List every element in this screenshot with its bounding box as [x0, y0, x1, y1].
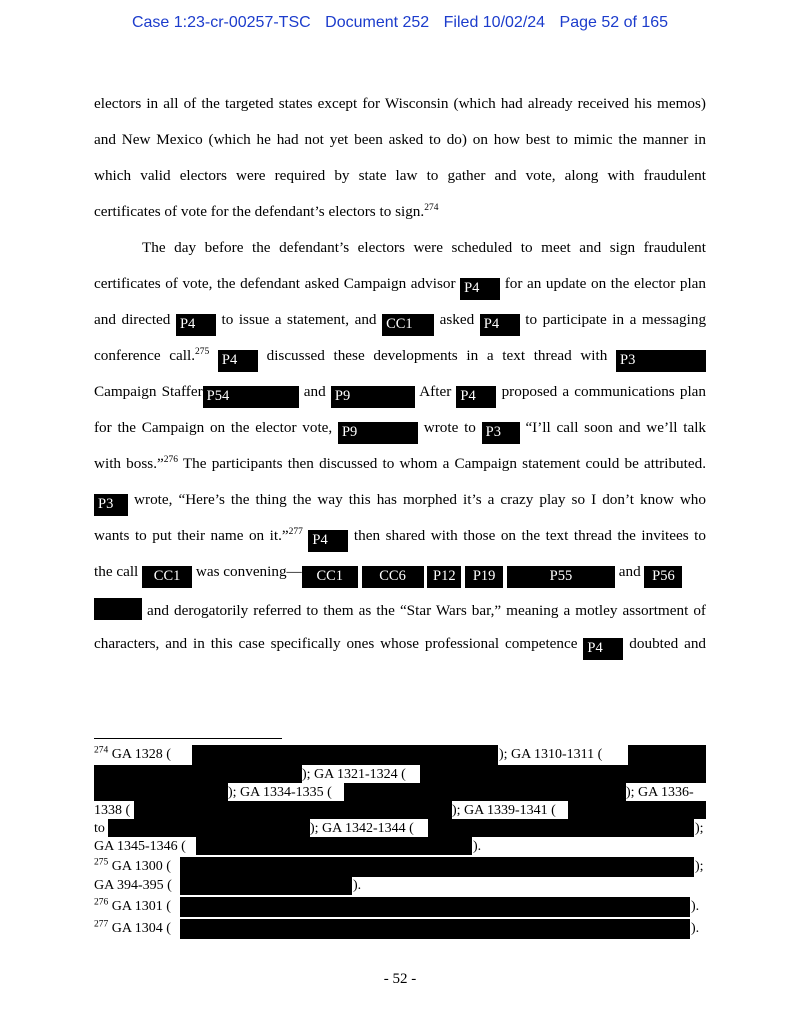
redaction-box: CC1 — [382, 314, 434, 336]
redaction-box: P4 — [456, 386, 496, 408]
footnote-text: ); — [695, 821, 704, 836]
redaction-block — [196, 837, 472, 855]
document-number: Document 252 — [325, 14, 430, 31]
page-count: Page 52 of 165 — [559, 14, 669, 31]
redaction-box: CC1 — [142, 566, 192, 588]
footnote-text: ); — [695, 859, 704, 874]
footnote-ref: 277 — [288, 526, 303, 537]
redaction-box: P4 — [308, 530, 348, 552]
redaction-block — [628, 745, 706, 765]
page-number: - 52 - — [383, 971, 417, 987]
footnote-text: ); GA 1334-1335 ( — [228, 785, 332, 800]
footnote-274: $^{274}$ GA 1328 ( — [94, 745, 171, 762]
redaction-block — [568, 801, 706, 819]
body-line: The day before the defendant’s electors were scheduled to meet and sign fraudulent — [142, 239, 706, 256]
footnote-text: ). — [473, 839, 482, 854]
body-line: the call CC1 was convening— CC1 CC6 P12 P19 P55 and P56 — [94, 562, 706, 588]
footnote-277: $^{277}$ GA 1304 ( — [94, 919, 171, 936]
redaction-box: P4 — [460, 278, 500, 300]
redaction-block — [192, 745, 498, 765]
footnote-text: GA 394-395 ( — [94, 878, 172, 893]
redaction-box: CC1 — [302, 566, 358, 588]
footnote-text: to — [94, 821, 105, 836]
body-line: for the Campaign on the elector vote, P9 wrote to P3 “I’ll call soon and we’ll talk — [94, 418, 706, 444]
footnote-276: $^{276}$ GA 1301 ( — [94, 897, 171, 914]
redaction-box: P55 — [507, 566, 615, 588]
redaction-box: CC6 — [362, 566, 424, 588]
footnote-ref: 276 — [163, 454, 178, 465]
redaction-block — [108, 819, 310, 837]
redaction-block — [94, 783, 228, 801]
body-line: Campaign Staffer P54 and P9 After P4 proposed a communications plan — [94, 382, 706, 408]
body-line: certificates of vote, the defendant asked Campaign advisor P4 for an update on the elector plan — [94, 274, 706, 300]
body-line: and New Mexico (which he had not yet been asked to do) on how best to mimic the manner in — [94, 131, 706, 148]
redaction-block — [428, 819, 694, 837]
footnote-ref: 274 — [424, 202, 439, 213]
redaction-block — [94, 765, 302, 783]
redaction-block — [180, 919, 690, 939]
redaction-block — [180, 877, 352, 895]
redaction-box: P9 — [338, 422, 418, 444]
redaction-box: P3 — [616, 350, 706, 372]
redaction-box: P3 — [94, 494, 128, 516]
redaction-box: P9 — [331, 386, 415, 408]
body-line: electors in all of the targeted states except for Wisconsin (which had already received his memos) — [94, 95, 706, 112]
footnote-text: ); GA 1339-1341 ( — [452, 803, 556, 818]
redaction-box: P12 — [427, 566, 461, 588]
body-line: wants to put their name on it.”$^{277}$ P4 then shared with those on the text thread the invitees to — [94, 526, 706, 552]
redaction-box: P19 — [465, 566, 503, 588]
redaction-box: P56 — [644, 566, 682, 588]
footnote-text: ). — [691, 921, 700, 936]
footnote-text: ); GA 1342-1344 ( — [310, 821, 414, 836]
body-line: conference call.$^{275}$ P4 discussed these developments in a text thread with P3 — [94, 346, 706, 372]
footnote-text: ); GA 1336- — [626, 785, 694, 800]
body-line: with boss.”$^{276}$ The participants then discussed to whom a Campaign statement could be attributed. — [94, 454, 706, 472]
body-line: which valid electors were required by state law to gather and vote, along with fraudulent — [94, 167, 706, 184]
redaction-box: P4 — [176, 314, 216, 336]
footnote-275: $^{275}$ GA 1300 ( — [94, 857, 171, 874]
footnote-text: ). — [353, 878, 362, 893]
footnote-text: 1338 ( — [94, 803, 131, 818]
body-line: P3 wrote, “Here’s the thing the way this has morphed it’s a crazy play so I don’t know who — [94, 490, 706, 516]
body-line: and derogatorily referred to them as the “Star Wars bar,” meaning a motley assortment of — [94, 598, 706, 621]
body-line: and directed P4 to issue a statement, and CC1 asked P4 to participate in a messaging — [94, 310, 706, 336]
body-line: characters, and in this case specifically ones whose professional competence P4 doubted and — [94, 634, 706, 660]
footnote-separator — [94, 738, 282, 739]
case-header — [0, 14, 800, 32]
footnote-text: ); GA 1310-1311 ( — [499, 747, 603, 762]
footnote-text: GA 1345-1346 ( — [94, 839, 186, 854]
redaction-block — [180, 857, 694, 877]
redaction-box: P54 — [203, 386, 299, 408]
redaction-box: P4 — [480, 314, 520, 336]
case-number: Case 1:23-cr-00257-TSC — [131, 14, 311, 31]
redaction-block — [420, 765, 706, 783]
redaction-box: P4 — [583, 638, 623, 660]
footnote-ref: 275 — [195, 346, 210, 357]
footnote-text: ). — [691, 899, 700, 914]
redaction-block — [134, 801, 452, 819]
redaction-box — [94, 598, 142, 620]
filed-date: Filed 10/02/24 — [443, 14, 546, 31]
redaction-box: P4 — [218, 350, 258, 372]
redaction-block — [180, 897, 690, 917]
footnote-text: ); GA 1321-1324 ( — [302, 767, 406, 782]
redaction-box: P3 — [482, 422, 520, 444]
body-line: certificates of vote for the defendant’s electors to sign.$^{274}$ — [94, 202, 439, 220]
redaction-block — [344, 783, 626, 801]
